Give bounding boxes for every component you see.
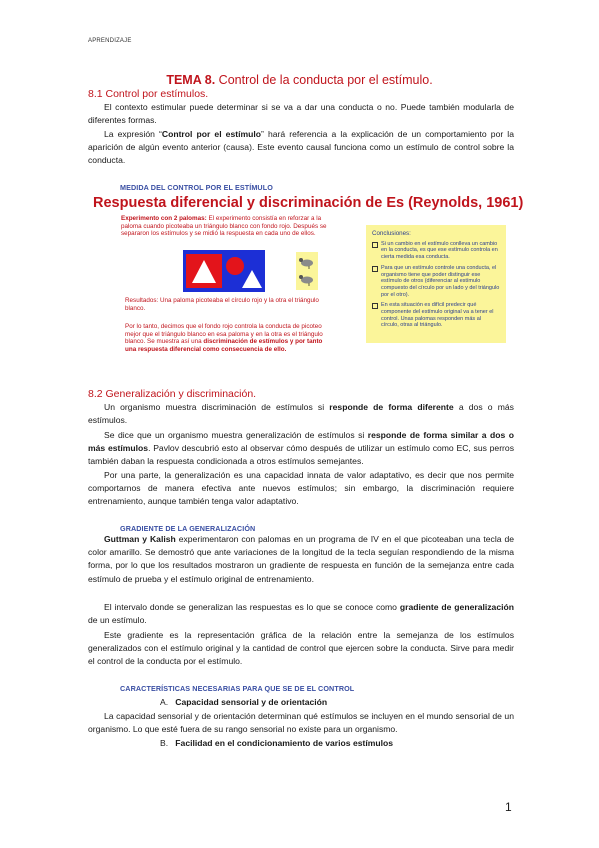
paragraph: Un organismo muestra discriminación de estímulos si responde de forma diferente a dos o más estímulos. [88,402,514,426]
subheading-caracteristicas: CARACTERÍSTICAS NECESARIAS PARA QUE SE DE EL CONTROL [120,684,355,693]
list-item-a: A. Capacidad sensorial y de orientación [160,697,328,707]
paragraph: Por una parte, la generalización es una capacidad innata de valor adaptativo, es decir que nos permite comportarnos de manera efectiva ante nuevos estímulos; sin embargo, la discriminación requiere entrenamiento, aunque también tenga valor adaptativo. [88,470,514,507]
section-heading-8-2: 8.2 Generalización y discriminación. [88,388,257,400]
figure-conclusion-text: Por lo tanto, decimos que el fondo rojo controla la conducta de picoteo mejor que el triángulo blanco en esa paloma y en la otra es el triángulo blanco. Se muestra así una discriminación de estímulos y por tanto una respuesta diferencial como consecuencia de ello. [125,323,323,353]
paragraph: La capacidad sensorial y de orientación determinan qué estímulos se incluyen en el mundo sensorial de un organismo. Lo que esté fuera de su rango sensorial no existe para un organismo. [88,711,514,735]
conclusion-item: Si un cambio en el estímulo conlleva un cambio en la conducta, es que ese estímulo controla en cierta medida esa conducta. [372,241,500,261]
paragraph: Este gradiente es la representación gráfica de la relación entre la semejanza de los estímulos generalizados con el estímulo original y la cantidad de control que ejercen sobre la conducta. Sirve para medir el control de la conducta por el estímulo. [88,630,514,667]
paragraph: El intervalo donde se generalizan las respuestas es lo que se conoce como gradiente de generalización de un estímulo. [88,602,515,626]
figure-experiment-text: Experimento con 2 palomas: El experimento consistía en reforzar a la paloma cuando picoteaba un triángulo blanco con fondo rojo. Después se separaron los estímulos y se midió la respuesta en cada uno de ellos. [121,215,327,238]
red-circle-icon [226,257,244,275]
subheading-gradiente: GRADIENTE DE LA GENERALIZACIÓN [120,524,256,533]
reynolds-figure [88,195,524,371]
page-number: 1 [505,800,512,814]
pigeon-illustration [296,252,318,290]
section-heading-8-1: 8.1 Control por estímulos. [88,88,209,100]
conclusion-item: En esta situación es difícil predecir qué componente del estímulo original va a tener el control. Unas palomas responden más al círculo, otras al triángulo. [372,302,500,329]
figure-results-text: Resultados: Una paloma picoteaba el círculo rojo y la otra el triángulo blanco. [125,297,319,312]
figure-title: Respuesta diferencial y discriminación de Es (Reynolds, 1961) [93,195,524,211]
paragraph: La expresión “Control por el estímulo” hará referencia a la explicación de un comportamiento por la aparición de algún evento anterior (causa). Este evento causal funciona como un estímulo de control sobre la conducta. [88,129,514,166]
conclusions-heading: Conclusiones: [372,230,411,237]
paragraph: Se dice que un organismo muestra generalización de estímulos si responde de forma similar a dos o más estímulos. Pavlov descubrió esto al observar cómo después de utilizar un estímulo como EC, sus perros también daban la respuesta condicionada a otros estímulos semejantes. [88,430,514,467]
page-title: TEMA 8. Control de la conducta por el estímulo. [166,73,433,87]
list-item-b: B. Facilidad en el condicionamiento de varios estímulos [160,738,394,748]
paragraph: Guttman y Kalish experimentaron con palomas en un programa de IV en el que picoteaban una tecla de color amarillo. Se demostró que ante variaciones de la longitud de la tecla seguían respondiendo de la misma forma, por lo que los resultados mostraron un gradiente de respuesta en función de la semejanza entre cada estímulo de prueba y el estímulo original de entrenamiento. [88,534,514,584]
subheading-medida: MEDIDA DEL CONTROL POR EL ESTÍMULO [120,183,273,192]
running-header: APRENDIZAJE [88,38,132,44]
conclusions-box [366,225,506,343]
conclusion-item: Para que un estímulo controle una conducta, el organismo tiene que poder distinguir ese estímulo de otros (diferenciar al estímulo compuesto del círculo por un lado y del triángulo por el otro). [372,265,500,299]
paragraph: El contexto estimular puede determinar si se va a dar una conducta o no. Puede también modularla de diferentes formas. [88,102,514,126]
stimulus-illustration [183,250,265,292]
